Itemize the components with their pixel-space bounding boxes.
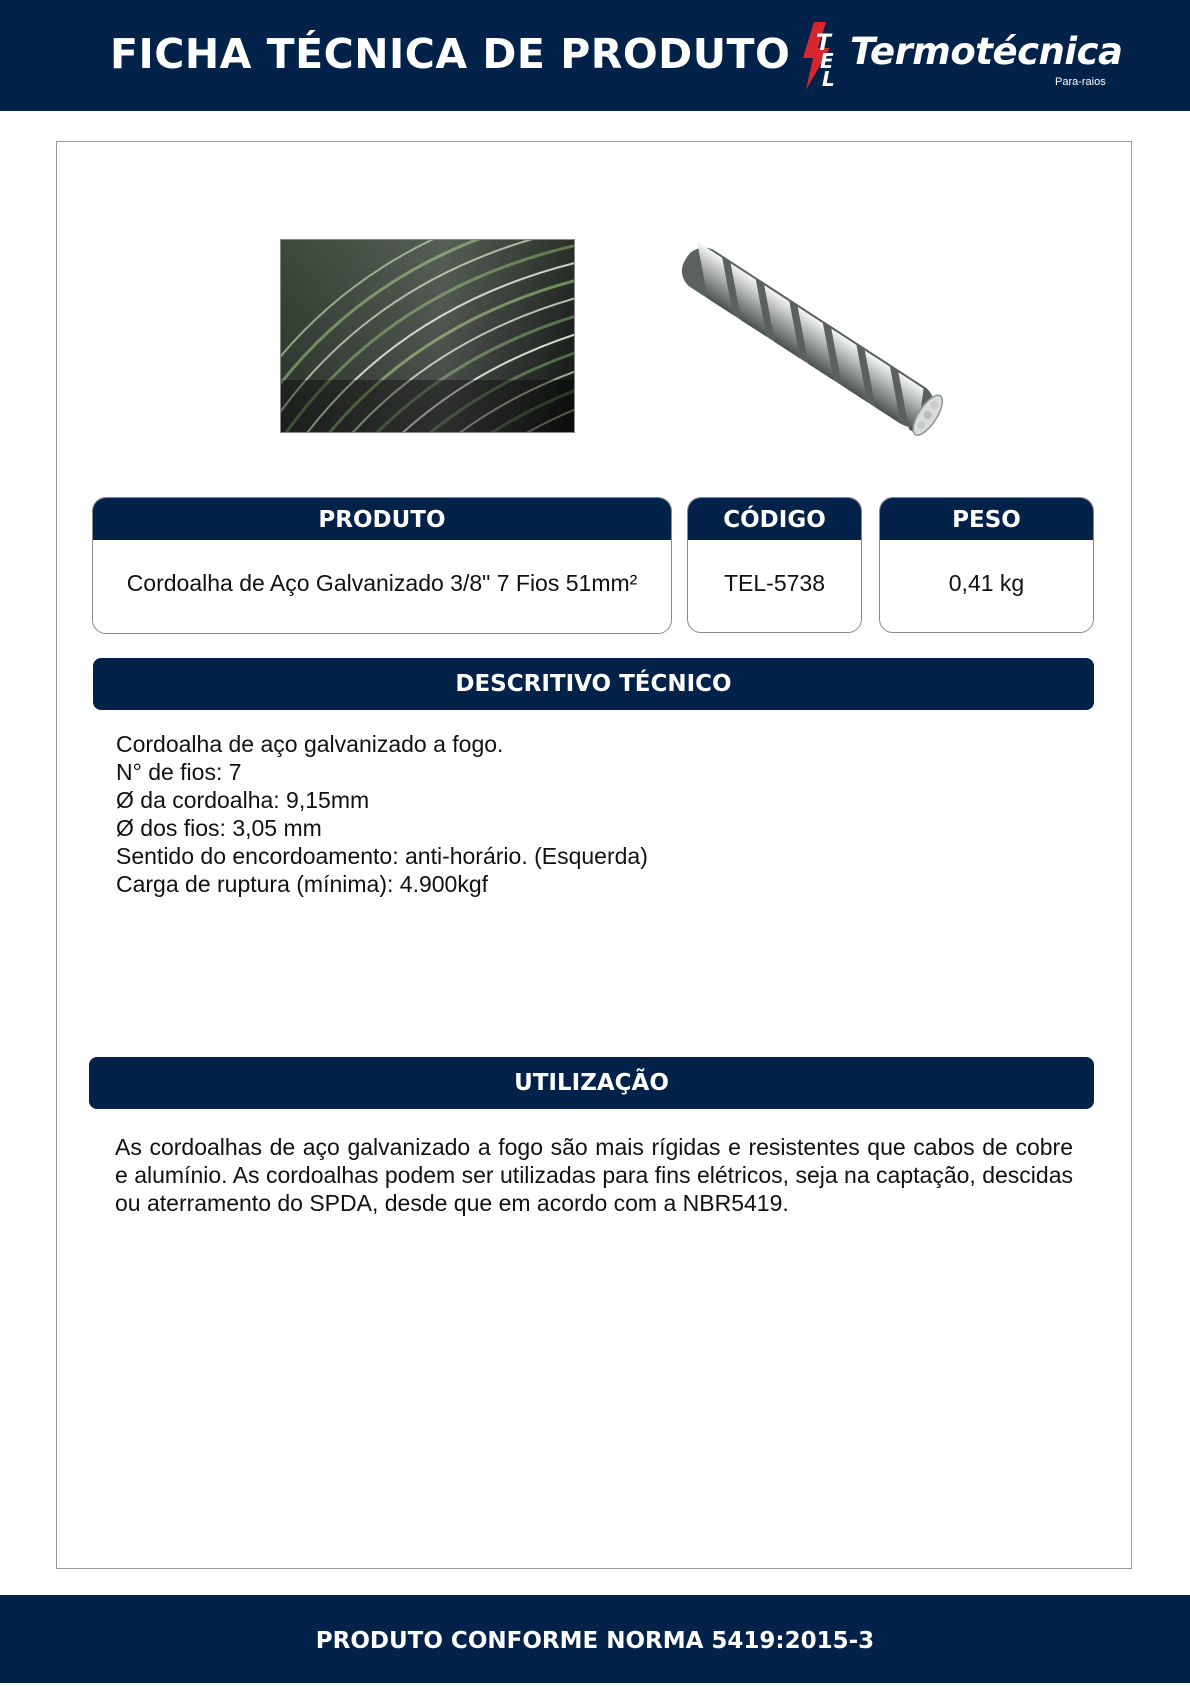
technical-description-list [116, 730, 648, 898]
page-title: FICHA TÉCNICA DE PRODUTO [110, 30, 791, 78]
brand-logo [800, 18, 1123, 94]
svg-text:E: E [820, 49, 834, 73]
technical-line: Carga de ruptura (mínima): 4.900kgf [116, 871, 489, 897]
product-header: PRODUTO [93, 498, 671, 540]
weight-value: 0,41 kg [948, 570, 1025, 596]
svg-text:T: T [816, 31, 832, 56]
svg-text:L: L [822, 67, 835, 90]
weight-header: PESO [880, 498, 1093, 540]
footer-norm: PRODUTO CONFORME NORMA 5419:2015-3 [0, 1595, 1190, 1683]
cable-coil-photo [280, 239, 575, 433]
cable-strand-photo [672, 240, 952, 440]
brand-name: Termotécnica [850, 30, 1123, 73]
code-header: CÓDIGO [688, 498, 861, 540]
cable-coil-image [281, 240, 574, 432]
code-value: TEL-5738 [723, 570, 825, 596]
brand-tagline: Para-raios [1055, 76, 1106, 88]
product-value: Cordoalha de Aço Galvanizado 3/8" 7 Fios 51mm² [126, 570, 638, 596]
technical-line: Ø da cordoalha: 9,15mm [116, 787, 370, 813]
technical-description-header: DESCRITIVO TÉCNICO [93, 658, 1094, 710]
technical-line: Sentido do encordoamento: anti-horário. (Esquerda) [116, 843, 648, 869]
page-header [0, 0, 1190, 111]
weight-box [879, 497, 1094, 633]
usage-header: UTILIZAÇÃO [89, 1057, 1094, 1109]
cable-strand-image [672, 240, 952, 440]
technical-line: Ø dos fios: 3,05 mm [116, 815, 322, 841]
technical-line: Cordoalha de aço galvanizado a fogo. [116, 731, 504, 757]
product-box [92, 497, 672, 634]
lightning-bolt-icon [800, 20, 848, 90]
usage-text: As cordoalhas de aço galvanizado a fogo são mais rígidas e resistentes que cabos de cobre e alumínio. As cordoalhas podem ser utilizadas para fins elétricos, seja na captação, descidas ou aterramento do SPDA, desde que em acordo com a NBR5419. [115, 1134, 1073, 1216]
technical-line: N° de fios: 7 [116, 759, 242, 785]
code-box [687, 497, 862, 633]
